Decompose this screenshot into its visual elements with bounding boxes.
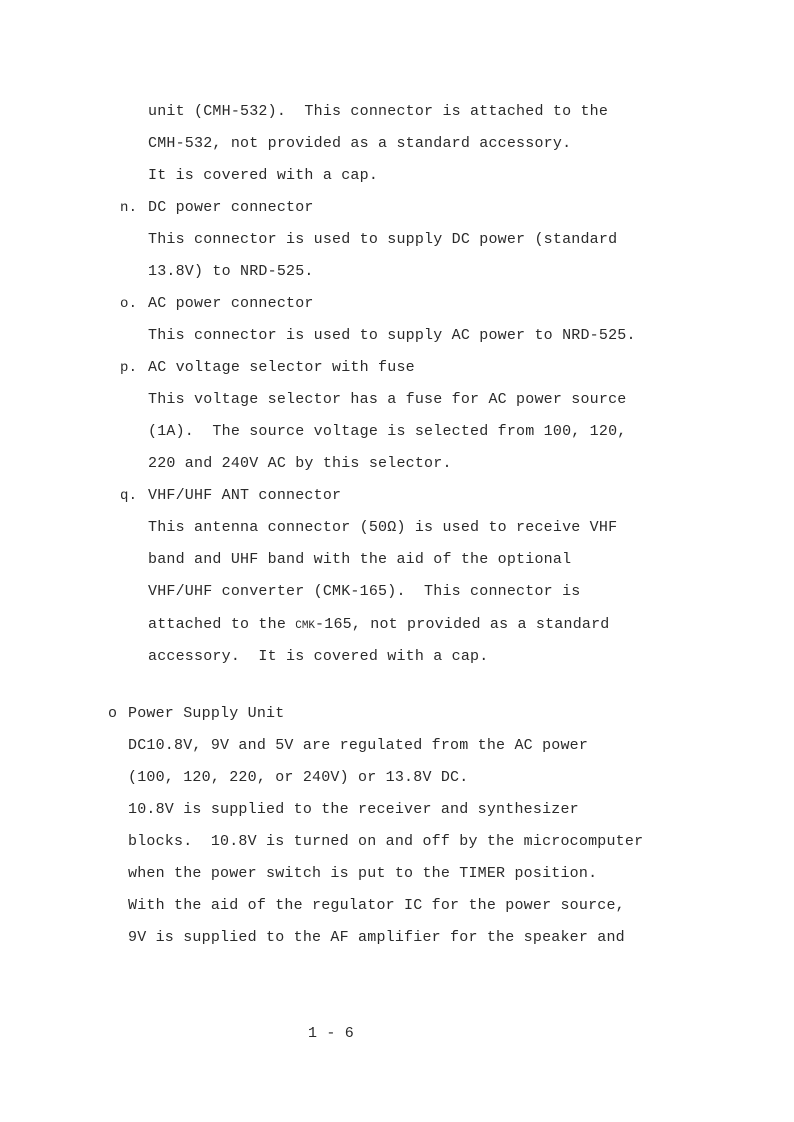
- text-line: 9V is supplied to the AF amplifier for the speaker and: [128, 929, 625, 946]
- text-fragment: attached to the: [148, 616, 296, 633]
- text-line: (100, 120, 220, or 240V) or 13.8V DC.: [128, 769, 469, 786]
- text-line: 10.8V is supplied to the receiver and synthesizer: [128, 801, 579, 818]
- text-line: This connector is used to supply AC power to NRD-525.: [148, 327, 636, 344]
- text-line: when the power switch is put to the TIMER position.: [128, 865, 598, 882]
- text-line: This voltage selector has a fuse for AC power source: [148, 391, 627, 408]
- text-line: This connector is used to supply DC power (standard: [148, 231, 618, 248]
- section-bullet: o: [108, 705, 118, 722]
- page-number: 1 - 6: [308, 1025, 355, 1042]
- text-line: unit (CMH-532). This connector is attached to the: [148, 103, 609, 120]
- item-title: VHF/UHF ANT connector: [148, 487, 342, 504]
- item-title: AC voltage selector with fuse: [148, 359, 415, 376]
- item-title: AC power connector: [148, 295, 314, 312]
- item-marker: p.: [120, 360, 138, 376]
- item-marker: q.: [120, 488, 138, 504]
- item-title: DC power connector: [148, 199, 314, 216]
- text-line: band and UHF band with the aid of the optional: [148, 551, 572, 568]
- text-fragment-small: CMK: [295, 620, 316, 632]
- text-line: blocks. 10.8V is turned on and off by the microcomputer: [128, 833, 644, 850]
- text-line: accessory. It is covered with a cap.: [148, 648, 489, 665]
- text-line: [148, 615, 610, 636]
- text-line: (1A). The source voltage is selected from 100, 120,: [148, 423, 627, 440]
- text-line: This antenna connector (50Ω) is used to receive VHF: [148, 519, 618, 536]
- section-heading: Power Supply Unit: [128, 705, 285, 722]
- text-line: It is covered with a cap.: [148, 167, 379, 184]
- text-line: VHF/UHF converter (CMK-165). This connector is: [148, 583, 581, 600]
- item-marker: o.: [120, 296, 138, 312]
- text-line: With the aid of the regulator IC for the power source,: [128, 897, 625, 914]
- text-line: 13.8V) to NRD-525.: [148, 263, 314, 280]
- item-marker: n.: [120, 200, 138, 216]
- text-line: 220 and 240V AC by this selector.: [148, 455, 452, 472]
- text-line: DC10.8V, 9V and 5V are regulated from the AC power: [128, 737, 589, 754]
- text-fragment: -165, not provided as a standard: [315, 616, 610, 633]
- text-line: CMH-532, not provided as a standard accessory.: [148, 135, 572, 152]
